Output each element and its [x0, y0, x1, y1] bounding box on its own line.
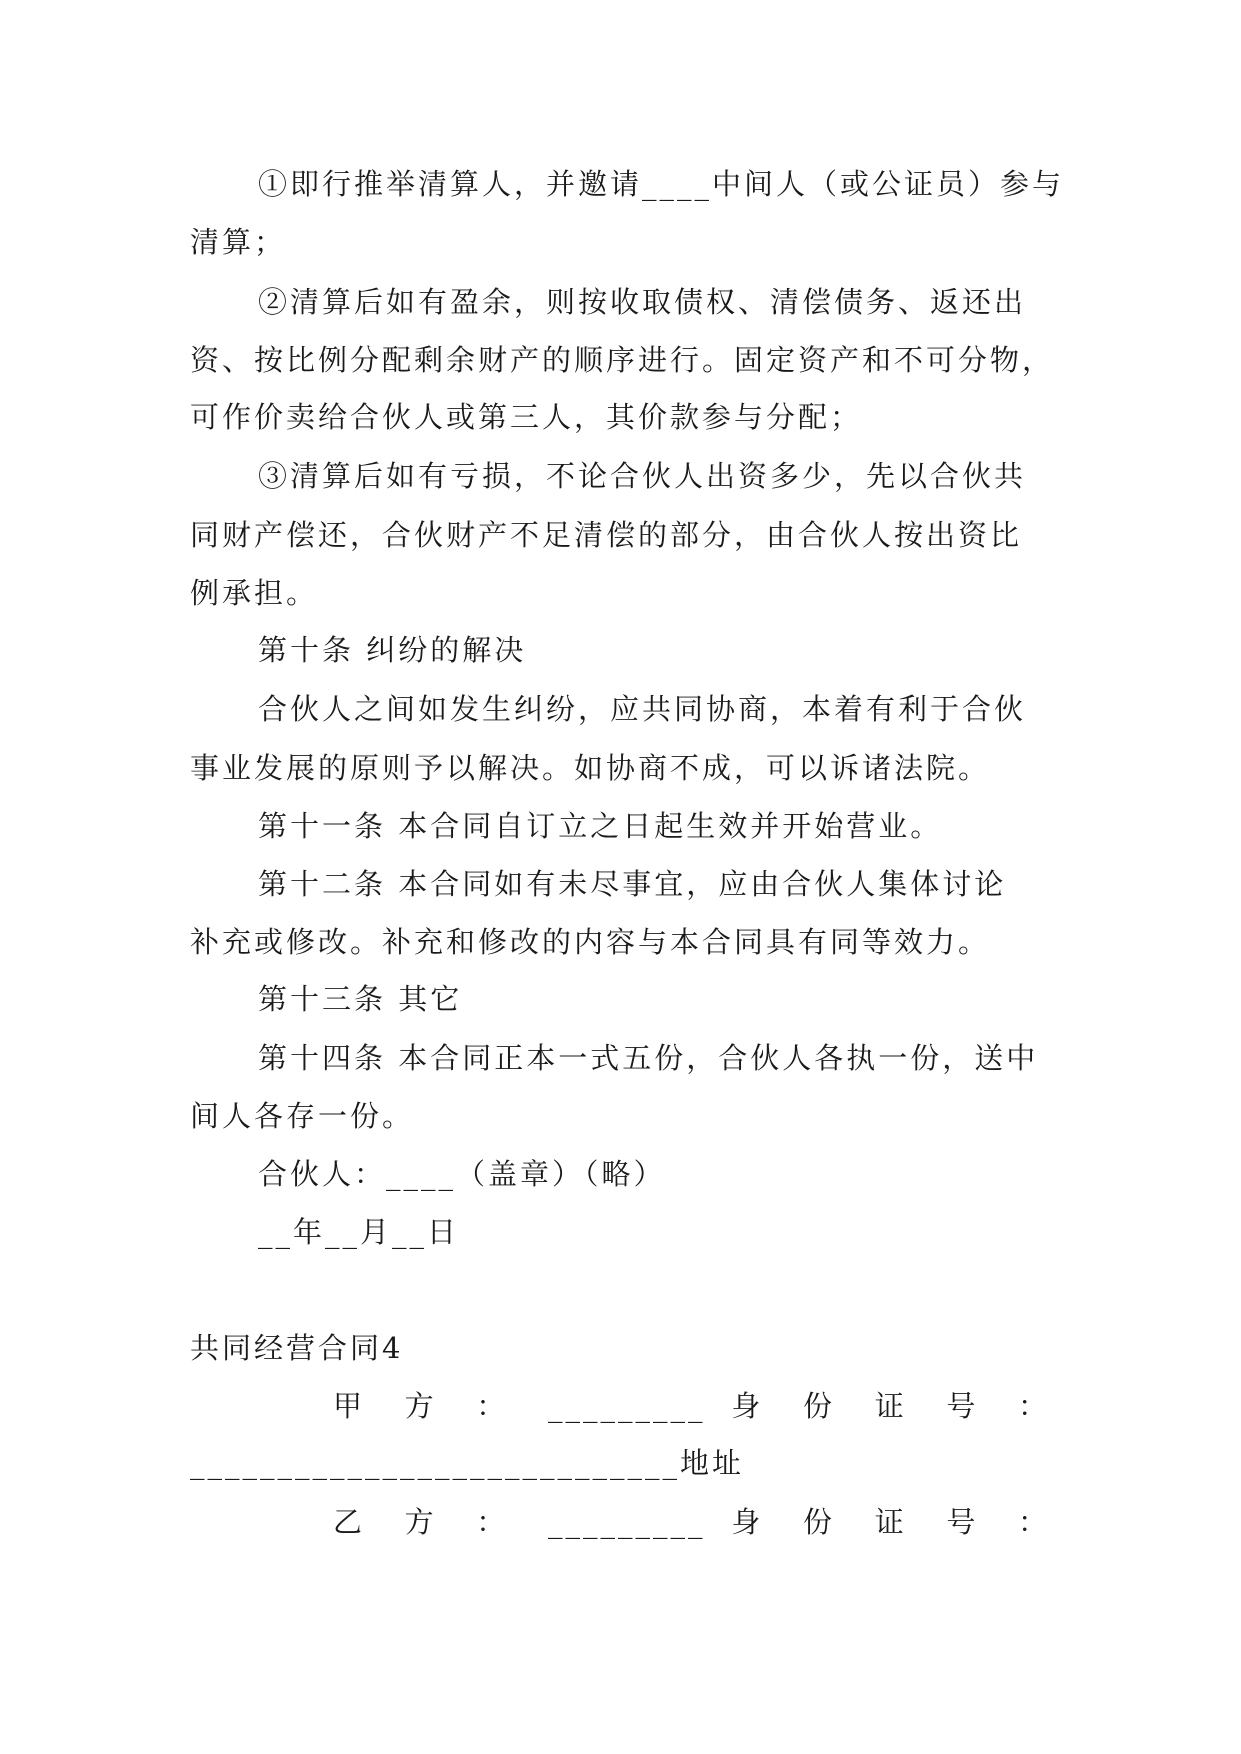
party-a-line: 甲 方 ： _________ 身 份 证 号 ： [333, 1389, 1050, 1423]
paragraph-line: 合伙人之间如发生纠纷，应共同协商，本着有利于合伙 [258, 692, 1027, 726]
paragraph-line: ②清算后如有盈余，则按收取债权、清偿债务、返还出 [258, 285, 1027, 319]
section-title: 共同经营合同4 [190, 1331, 404, 1365]
paragraph-line: 第十一条 本合同自订立之日起生效并开始营业。 [258, 809, 943, 843]
paragraph-line: 清算； [190, 225, 287, 259]
paragraph-line: ③清算后如有亏损，不论合伙人出资多少，先以合伙共 [258, 459, 1027, 493]
paragraph-line: 同财产偿还，合伙财产不足清偿的部分，由合伙人按出资比 [190, 518, 1023, 552]
paragraph-line: 资、按比例分配剩余财产的顺序进行。固定资产和不可分物， [190, 343, 1055, 377]
article-heading: 第十三条 其它 [258, 982, 463, 1016]
paragraph-line: 可作价卖给合伙人或第三人，其价款参与分配； [190, 400, 863, 434]
signature-line: 合伙人：____（盖章）（略） [258, 1157, 666, 1191]
paragraph-line: ①即行推举清算人，并邀请____中间人（或公证员）参与 [258, 167, 1065, 201]
address-line: ____________________________地址 [190, 1446, 745, 1480]
paragraph-line: 第十四条 本合同正本一式五份，合伙人各执一份，送中 [258, 1041, 1039, 1075]
paragraph-line: 补充或修改。补充和修改的内容与本合同具有同等效力。 [190, 925, 991, 959]
date-line: __年__月__日 [258, 1215, 460, 1249]
paragraph-line: 间人各存一份。 [190, 1099, 415, 1133]
article-heading: 第十条 纠纷的解决 [258, 633, 527, 667]
paragraph-line: 事业发展的原则予以解决。如协商不成，可以诉诸法院。 [190, 751, 991, 785]
paragraph-line: 第十二条 本合同如有未尽事宜，应由合伙人集体讨论 [258, 867, 1007, 901]
paragraph-line: 例承担。 [190, 576, 319, 610]
party-b-line: 乙 方 ： _________ 身 份 证 号 ： [333, 1505, 1050, 1539]
